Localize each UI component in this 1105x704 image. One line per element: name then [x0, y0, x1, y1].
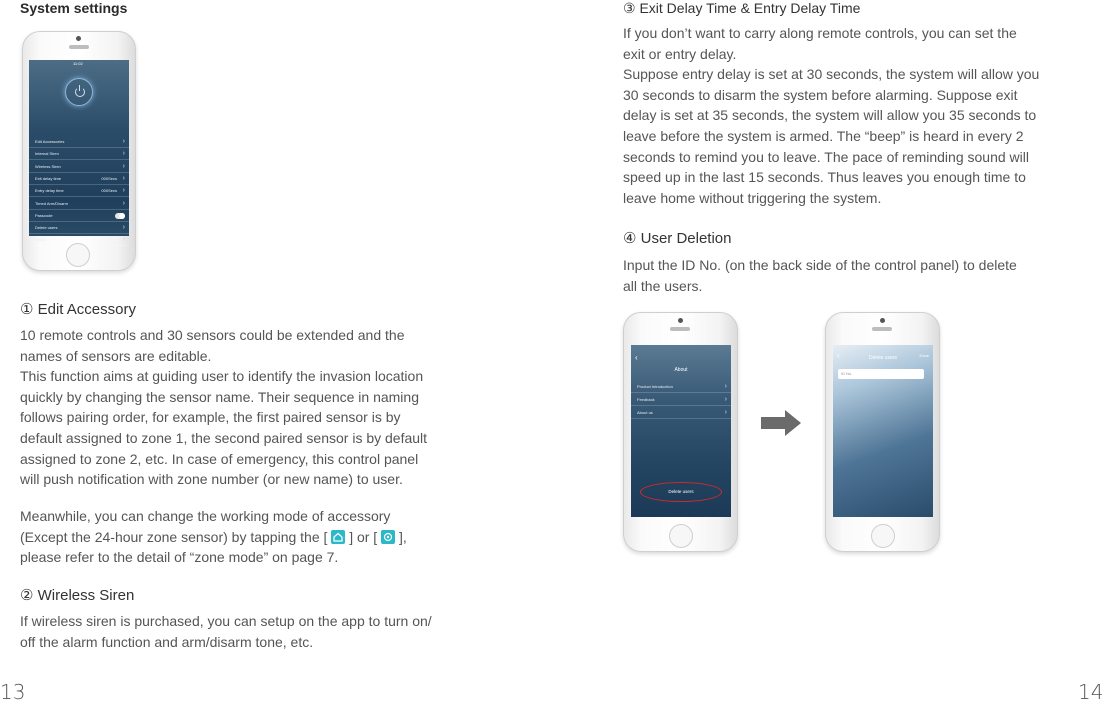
text-line: names of sensors are editable.	[20, 347, 212, 364]
back-icon: ‹	[635, 353, 638, 362]
text-line: all the users.	[623, 277, 703, 294]
phone-screen	[833, 345, 933, 517]
text-fragment: ],	[398, 528, 407, 545]
edit-accessory-text	[20, 325, 427, 490]
chevron-right-icon: ›	[122, 199, 125, 207]
settings-menu-label: Exit delay time	[35, 175, 62, 181]
settings-menu-label: Timed Arm/Disarm	[35, 200, 68, 206]
user-deletion-text	[623, 255, 1017, 296]
settings-menu-item	[29, 185, 129, 197]
text-line: will push notification with zone number (or new name) to user.	[20, 471, 403, 488]
settings-menu-item	[29, 161, 129, 173]
home-mode-icon	[331, 530, 345, 544]
text-line: 30 seconds to disarm the system before alarming. Suppose exit	[623, 86, 1018, 103]
home-button	[66, 243, 90, 267]
text-line: If you don’t want to carry along remote controls, you can set the	[623, 25, 1017, 41]
phone-camera	[678, 318, 683, 323]
text-line: 10 remote controls and 30 sensors could be extended and the	[20, 327, 405, 343]
chevron-right-icon: ›	[122, 138, 125, 145]
home-button	[669, 524, 693, 548]
phone-screen	[631, 345, 731, 517]
status-time: 11:02	[73, 61, 83, 66]
menu-item-label: About us	[637, 410, 653, 415]
chevron-right-icon: ›	[724, 383, 727, 390]
menu-item	[631, 381, 731, 393]
left-page	[0, 0, 552, 704]
settings-menu-label: Delete users	[35, 225, 58, 231]
home-button	[871, 524, 895, 548]
delete-users-button	[640, 482, 722, 502]
phone-delete-users	[825, 312, 940, 552]
nav-title: Delete users	[868, 355, 898, 361]
settings-menu-item	[29, 210, 129, 222]
settings-menu-label: About	[35, 237, 46, 243]
phone-camera	[76, 36, 81, 41]
status-bar	[29, 60, 129, 67]
chevron-right-icon: ›	[122, 236, 125, 244]
settings-menu-item	[29, 173, 129, 185]
section-title-wireless-siren: ② Wireless Siren	[20, 587, 135, 604]
page-number-right: 14	[1078, 680, 1104, 704]
settings-menu-item	[29, 148, 129, 160]
phone-system-settings	[22, 31, 136, 271]
page-heading: System settings	[20, 0, 128, 16]
text-line	[20, 527, 407, 548]
menu-item-label: Product Introduction	[637, 384, 673, 389]
text-line: delay is set at 35 seconds, the system will allow you 35 seconds to	[623, 107, 1037, 124]
text-line: speed up in the last 15 seconds. Thus leaves you enough time to	[623, 169, 1026, 186]
text-line: off the alarm function and arm/disarm tone, etc.	[20, 633, 314, 650]
zone-mode-text	[20, 506, 407, 568]
arrow-right-icon	[761, 410, 801, 436]
settings-menu-label: Entry delay time	[35, 188, 64, 194]
phone-speaker	[872, 327, 892, 331]
menu-item-label: Feedback	[637, 397, 655, 402]
phone-speaker	[69, 45, 89, 49]
section-title-edit-accessory: ① Edit Accessory	[20, 301, 136, 318]
text-fragment: ] or [	[349, 528, 378, 545]
page-number-left: 13	[0, 680, 26, 704]
text-line: seconds to remind you to leave. The pace of reminding sound will	[623, 148, 1029, 165]
delete-users-label: Delete users	[668, 489, 694, 494]
text-line: Meanwhile, you can change the working mode of accessory	[20, 508, 391, 524]
settings-menu-label: Passcode	[35, 212, 53, 218]
nav-title: About	[674, 367, 688, 373]
passcode-toggle	[115, 213, 125, 219]
power-icon	[65, 78, 93, 106]
settings-menu-item	[29, 222, 129, 234]
id-number-input: ID No.	[838, 369, 924, 379]
menu-item	[631, 407, 731, 419]
settings-menu-label: Internal Siren	[35, 151, 59, 157]
text-line: If wireless siren is purchased, you can setup on the app to turn on/	[20, 613, 432, 629]
text-line: leave home without triggering the system.	[623, 189, 882, 206]
section-title-user-deletion: ④ User Deletion	[623, 230, 732, 247]
section-title-delay-time: ③ Exit Delay Time & Entry Delay Time	[623, 0, 861, 16]
chevron-right-icon: ›	[724, 396, 727, 403]
settings-menu-value: 000Secs	[101, 188, 117, 194]
settings-menu-label: Edit Accessories	[35, 139, 65, 144]
text-line: leave before the system is armed. The “beep” is heard in every 2	[623, 127, 1024, 144]
chevron-right-icon: ›	[122, 224, 125, 232]
text-line: quickly by changing the sensor name. Their sequence in naming	[20, 388, 419, 405]
phone-about	[623, 312, 738, 552]
chevron-right-icon: ›	[122, 150, 125, 158]
phone-speaker	[670, 327, 690, 331]
menu-item	[631, 394, 731, 406]
chevron-right-icon: ›	[122, 174, 125, 182]
text-line: follows pairing order, for example, the first paired sensor is by	[20, 409, 401, 426]
zone-mode-icon	[381, 530, 395, 544]
chevron-right-icon: ›	[122, 187, 125, 195]
text-fragment: (Except the 24-hour zone sensor) by tapping the [	[20, 528, 328, 545]
settings-menu-value: 000Secs	[101, 175, 117, 181]
settings-menu-label: Wireless Siren	[35, 163, 61, 169]
wireless-siren-text	[20, 611, 432, 652]
chevron-right-icon: ›	[122, 162, 125, 170]
done-button: Done	[919, 353, 929, 358]
text-line: Suppose entry delay is set at 30 seconds, the system will allow you	[623, 66, 1040, 83]
text-line: exit or entry delay.	[623, 45, 737, 62]
text-line: This function aims at guiding user to identify the invasion location	[20, 368, 424, 385]
delay-time-text	[623, 23, 1039, 208]
back-icon: ‹	[837, 351, 840, 360]
text-line: default assigned to zone 1, the second paired sensor is by default	[20, 429, 428, 446]
right-page	[552, 0, 1105, 704]
text-line: assigned to zone 2, etc. In case of emergency, this control panel	[20, 450, 419, 467]
chevron-right-icon: ›	[724, 409, 727, 416]
phone-screen	[29, 60, 129, 244]
text-line: please refer to the detail of “zone mode” on page 7.	[20, 549, 339, 566]
phone-camera	[880, 318, 885, 323]
settings-menu-item	[29, 136, 129, 148]
text-line: Input the ID No. (on the back side of the control panel) to delete	[623, 257, 1017, 273]
settings-menu-item	[29, 198, 129, 210]
